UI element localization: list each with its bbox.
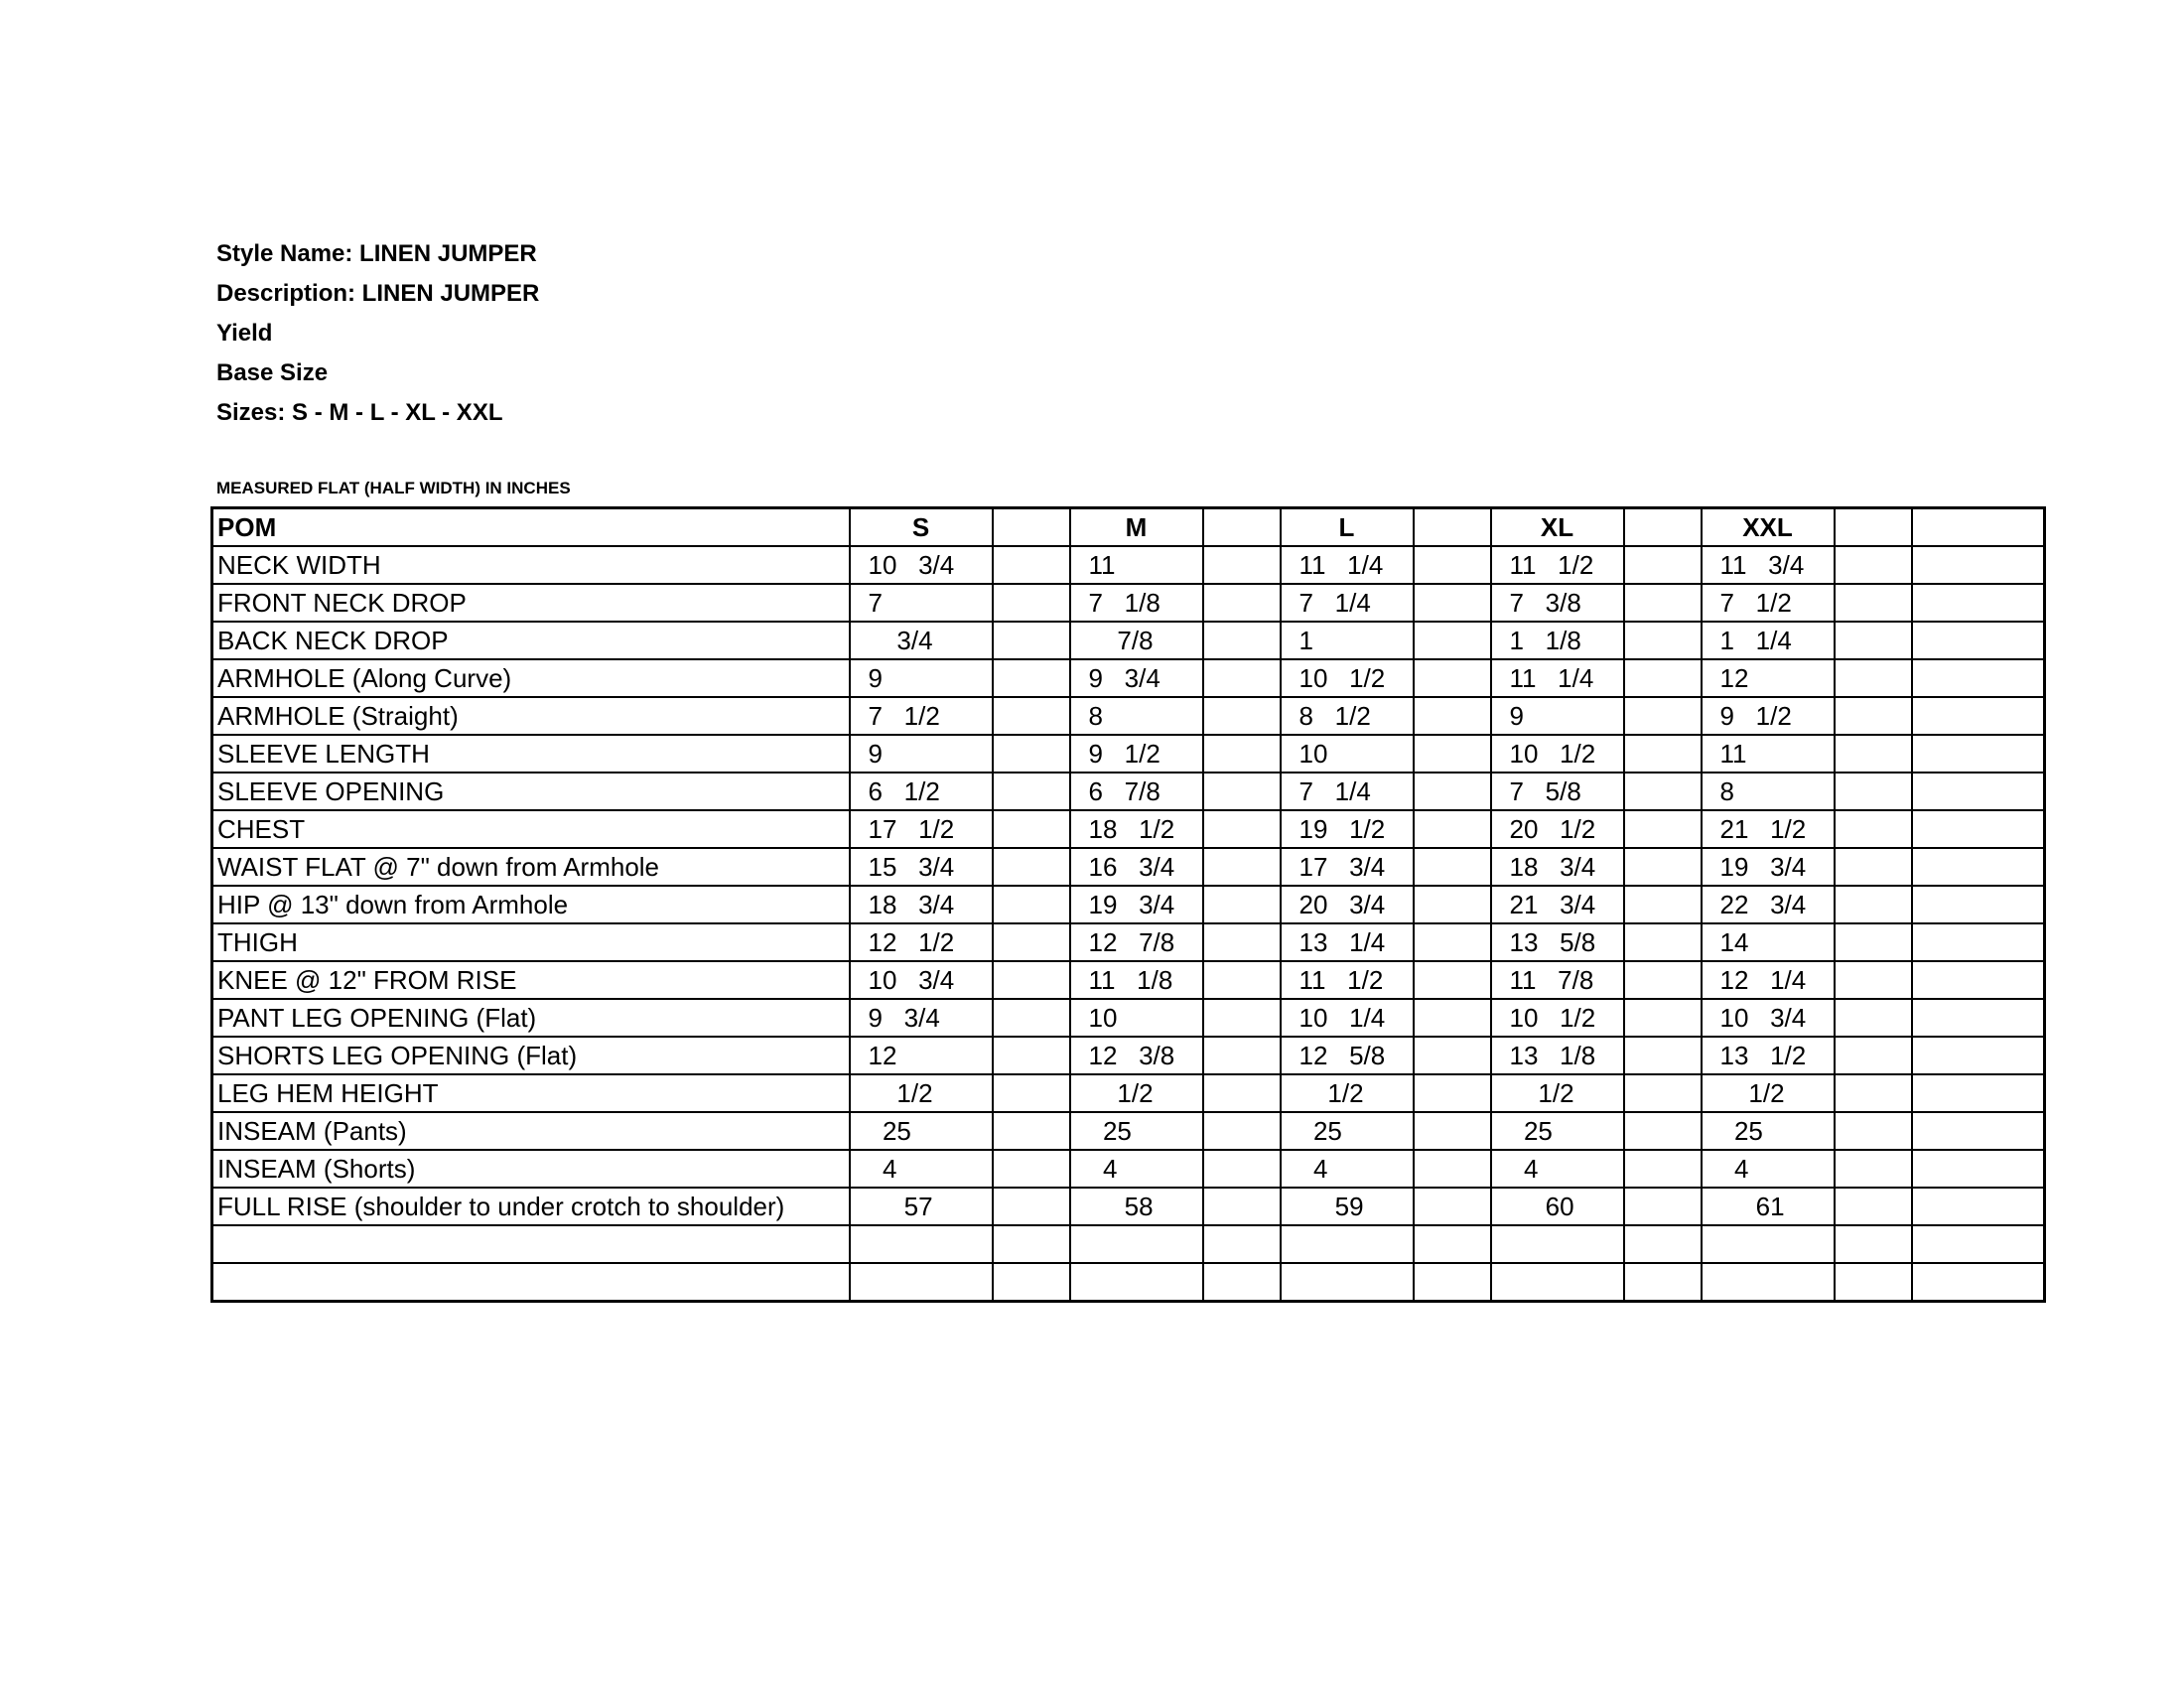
base-size-label: Base Size — [216, 359, 329, 386]
blank-cell — [1414, 999, 1491, 1037]
value-cell: 4 — [850, 1150, 993, 1188]
value-cell — [1702, 1263, 1835, 1302]
description: Description: LINEN JUMPER — [216, 280, 540, 307]
blank-cell — [1835, 923, 1912, 961]
value-cell: 25 — [1702, 1112, 1835, 1150]
blank-cell — [1912, 773, 2045, 810]
blank-cell — [1414, 886, 1491, 923]
value-cell: 7 1/4 — [1281, 584, 1414, 622]
value-cell: 11 1/4 — [1281, 546, 1414, 584]
table-row — [212, 1188, 2045, 1225]
blank-cell — [1835, 1150, 1912, 1188]
value-cell: 18 1/2 — [1070, 810, 1203, 848]
pom-cell — [212, 1225, 850, 1263]
value-cell: 10 1/4 — [1281, 999, 1414, 1037]
value-cell — [1491, 1225, 1624, 1263]
blank-cell — [1835, 773, 1912, 810]
blank-cell — [993, 508, 1070, 547]
value-cell: 11 1/4 — [1491, 659, 1624, 697]
blank-cell — [1203, 1263, 1281, 1302]
style-header — [216, 234, 539, 433]
size-header: XXL — [1702, 508, 1835, 547]
pom-cell: SLEEVE LENGTH — [212, 735, 850, 773]
value-cell: 59 — [1281, 1188, 1414, 1225]
blank-cell — [993, 546, 1070, 584]
blank-cell — [1203, 735, 1281, 773]
value-cell: 8 — [1702, 773, 1835, 810]
blank-cell — [1203, 810, 1281, 848]
value-cell: 16 3/4 — [1070, 848, 1203, 886]
value-cell: 1 1/4 — [1702, 622, 1835, 659]
value-cell: 25 — [1070, 1112, 1203, 1150]
value-cell: 25 — [1281, 1112, 1414, 1150]
blank-cell — [1624, 584, 1702, 622]
blank-cell — [1203, 508, 1281, 547]
blank-cell — [1624, 622, 1702, 659]
blank-cell — [993, 1225, 1070, 1263]
blank-cell — [993, 773, 1070, 810]
value-cell: 13 5/8 — [1491, 923, 1624, 961]
value-cell: 7 3/8 — [1491, 584, 1624, 622]
value-cell: 6 7/8 — [1070, 773, 1203, 810]
table-row — [212, 886, 2045, 923]
pom-cell: THIGH — [212, 923, 850, 961]
value-cell: 11 1/8 — [1070, 961, 1203, 999]
blank-cell — [1835, 584, 1912, 622]
value-cell: 61 — [1702, 1188, 1835, 1225]
blank-cell — [1912, 622, 2045, 659]
blank-cell — [1624, 923, 1702, 961]
blank-cell — [993, 1074, 1070, 1112]
value-cell — [1281, 1263, 1414, 1302]
blank-cell — [993, 1263, 1070, 1302]
blank-cell — [1912, 961, 2045, 999]
blank-cell — [993, 622, 1070, 659]
blank-cell — [1414, 810, 1491, 848]
blank-cell — [993, 999, 1070, 1037]
value-cell: 7 1/4 — [1281, 773, 1414, 810]
blank-cell — [1203, 1112, 1281, 1150]
value-cell: 1/2 — [1070, 1074, 1203, 1112]
value-cell: 12 1/2 — [850, 923, 993, 961]
value-cell: 12 — [850, 1037, 993, 1074]
blank-cell — [1414, 584, 1491, 622]
value-cell: 25 — [850, 1112, 993, 1150]
value-cell: 7 1/8 — [1070, 584, 1203, 622]
value-cell — [1070, 1263, 1203, 1302]
blank-cell — [1912, 923, 2045, 961]
blank-cell — [1835, 622, 1912, 659]
blank-cell — [1835, 1037, 1912, 1074]
value-cell: 7 — [850, 584, 993, 622]
pom-cell: ARMHOLE (Along Curve) — [212, 659, 850, 697]
blank-cell — [993, 1188, 1070, 1225]
size-header: XL — [1491, 508, 1624, 547]
value-cell: 13 1/2 — [1702, 1037, 1835, 1074]
blank-cell — [1414, 1263, 1491, 1302]
value-cell: 10 3/4 — [850, 961, 993, 999]
blank-cell — [1912, 735, 2045, 773]
value-cell: 7/8 — [1070, 622, 1203, 659]
table-row — [212, 1150, 2045, 1188]
value-cell — [1070, 1225, 1203, 1263]
value-cell: 6 1/2 — [850, 773, 993, 810]
blank-cell — [1203, 1150, 1281, 1188]
value-cell: 12 7/8 — [1070, 923, 1203, 961]
blank-cell — [1912, 1225, 2045, 1263]
yield-label: Yield — [216, 320, 273, 347]
blank-cell — [1203, 584, 1281, 622]
pom-cell: BACK NECK DROP — [212, 622, 850, 659]
value-cell: 7 5/8 — [1491, 773, 1624, 810]
value-cell: 1/2 — [1281, 1074, 1414, 1112]
blank-cell — [1912, 1037, 2045, 1074]
pom-cell: FULL RISE (shoulder to under crotch to shoulder) — [212, 1188, 850, 1225]
blank-cell — [1414, 622, 1491, 659]
value-cell: 12 3/8 — [1070, 1037, 1203, 1074]
blank-cell — [993, 1037, 1070, 1074]
value-cell: 25 — [1491, 1112, 1624, 1150]
value-cell: 4 — [1070, 1150, 1203, 1188]
value-cell: 10 1/2 — [1491, 735, 1624, 773]
blank-cell — [1624, 1074, 1702, 1112]
value-cell: 15 3/4 — [850, 848, 993, 886]
value-cell: 14 — [1702, 923, 1835, 961]
blank-cell — [1912, 886, 2045, 923]
pom-cell: KNEE @ 12" FROM RISE — [212, 961, 850, 999]
table-row — [212, 584, 2045, 622]
blank-cell — [993, 923, 1070, 961]
value-cell: 9 3/4 — [1070, 659, 1203, 697]
blank-cell — [1835, 546, 1912, 584]
blank-cell — [1414, 1112, 1491, 1150]
table-row — [212, 622, 2045, 659]
value-cell: 58 — [1070, 1188, 1203, 1225]
value-cell: 4 — [1281, 1150, 1414, 1188]
value-cell: 11 1/2 — [1281, 961, 1414, 999]
table-row — [212, 848, 2045, 886]
pom-cell: INSEAM (Shorts) — [212, 1150, 850, 1188]
blank-cell — [1835, 1074, 1912, 1112]
value-cell: 21 3/4 — [1491, 886, 1624, 923]
blank-cell — [1912, 697, 2045, 735]
table-row — [212, 923, 2045, 961]
pom-cell — [212, 1263, 850, 1302]
table-row — [212, 1112, 2045, 1150]
value-cell: 20 3/4 — [1281, 886, 1414, 923]
blank-cell — [1203, 773, 1281, 810]
blank-cell — [1414, 1225, 1491, 1263]
measurement-table — [210, 506, 2046, 1303]
table-row — [212, 1263, 2045, 1302]
blank-cell — [1203, 923, 1281, 961]
value-cell: 19 3/4 — [1702, 848, 1835, 886]
sizes-list: Sizes: S - M - L - XL - XXL — [216, 399, 503, 426]
blank-cell — [993, 1150, 1070, 1188]
value-cell: 1 1/8 — [1491, 622, 1624, 659]
style-name: Style Name: LINEN JUMPER — [216, 240, 537, 267]
blank-cell — [993, 1112, 1070, 1150]
value-cell: 22 3/4 — [1702, 886, 1835, 923]
value-cell: 18 3/4 — [850, 886, 993, 923]
blank-cell — [1203, 697, 1281, 735]
blank-cell — [1414, 1188, 1491, 1225]
pom-cell: PANT LEG OPENING (Flat) — [212, 999, 850, 1037]
pom-header: POM — [212, 508, 850, 547]
blank-cell — [993, 659, 1070, 697]
table-row — [212, 735, 2045, 773]
blank-cell — [1624, 773, 1702, 810]
blank-cell — [1414, 773, 1491, 810]
value-cell: 12 1/4 — [1702, 961, 1835, 999]
table-row — [212, 961, 2045, 999]
blank-cell — [1835, 1188, 1912, 1225]
blank-cell — [993, 848, 1070, 886]
value-cell: 21 1/2 — [1702, 810, 1835, 848]
value-cell: 19 3/4 — [1070, 886, 1203, 923]
blank-cell — [1203, 886, 1281, 923]
blank-cell — [1835, 1225, 1912, 1263]
blank-cell — [993, 810, 1070, 848]
blank-cell — [1912, 810, 2045, 848]
value-cell — [1702, 1225, 1835, 1263]
blank-cell — [1624, 659, 1702, 697]
value-cell: 8 — [1070, 697, 1203, 735]
value-cell: 7 1/2 — [850, 697, 993, 735]
pom-cell: CHEST — [212, 810, 850, 848]
value-cell: 1/2 — [850, 1074, 993, 1112]
header-row — [212, 508, 2045, 547]
table-row — [212, 1037, 2045, 1074]
value-cell: 20 1/2 — [1491, 810, 1624, 848]
blank-cell — [1912, 999, 2045, 1037]
value-cell: 10 — [1070, 999, 1203, 1037]
blank-cell — [1835, 848, 1912, 886]
blank-cell — [1835, 659, 1912, 697]
value-cell: 10 — [1281, 735, 1414, 773]
blank-cell — [1912, 659, 2045, 697]
blank-cell — [1835, 735, 1912, 773]
value-cell: 9 — [850, 659, 993, 697]
blank-cell — [1203, 622, 1281, 659]
blank-cell — [1624, 546, 1702, 584]
blank-cell — [993, 697, 1070, 735]
blank-cell — [1414, 546, 1491, 584]
value-cell: 11 7/8 — [1491, 961, 1624, 999]
blank-cell — [1912, 1263, 2045, 1302]
value-cell: 57 — [850, 1188, 993, 1225]
table-row — [212, 1225, 2045, 1263]
value-cell — [850, 1263, 993, 1302]
blank-cell — [1203, 999, 1281, 1037]
blank-cell — [1414, 1150, 1491, 1188]
size-header: S — [850, 508, 993, 547]
blank-cell — [1912, 1074, 2045, 1112]
value-cell: 1/2 — [1702, 1074, 1835, 1112]
value-cell: 8 1/2 — [1281, 697, 1414, 735]
pom-cell: HIP @ 13" down from Armhole — [212, 886, 850, 923]
blank-cell — [1912, 584, 2045, 622]
blank-cell — [1203, 1037, 1281, 1074]
value-cell: 4 — [1491, 1150, 1624, 1188]
pom-cell: INSEAM (Pants) — [212, 1112, 850, 1150]
blank-cell — [1203, 848, 1281, 886]
table-row — [212, 810, 2045, 848]
blank-cell — [1624, 810, 1702, 848]
blank-cell — [1912, 546, 2045, 584]
value-cell: 3/4 — [850, 622, 993, 659]
value-cell: 17 3/4 — [1281, 848, 1414, 886]
blank-cell — [1414, 697, 1491, 735]
value-cell: 13 1/4 — [1281, 923, 1414, 961]
blank-cell — [1835, 961, 1912, 999]
value-cell: 60 — [1491, 1188, 1624, 1225]
blank-cell — [1912, 508, 2045, 547]
blank-cell — [1203, 1188, 1281, 1225]
value-cell: 9 3/4 — [850, 999, 993, 1037]
blank-cell — [1203, 546, 1281, 584]
blank-cell — [1624, 886, 1702, 923]
blank-cell — [1203, 1225, 1281, 1263]
value-cell: 13 1/8 — [1491, 1037, 1624, 1074]
blank-cell — [1624, 1112, 1702, 1150]
value-cell — [1491, 1263, 1624, 1302]
pom-cell: FRONT NECK DROP — [212, 584, 850, 622]
size-header: L — [1281, 508, 1414, 547]
blank-cell — [993, 961, 1070, 999]
value-cell: 7 1/2 — [1702, 584, 1835, 622]
blank-cell — [1624, 1263, 1702, 1302]
blank-cell — [1835, 810, 1912, 848]
value-cell: 9 — [1491, 697, 1624, 735]
value-cell: 1 — [1281, 622, 1414, 659]
blank-cell — [1414, 659, 1491, 697]
blank-cell — [1912, 848, 2045, 886]
pom-cell: SLEEVE OPENING — [212, 773, 850, 810]
blank-cell — [1414, 1037, 1491, 1074]
blank-cell — [1624, 508, 1702, 547]
value-cell: 10 3/4 — [850, 546, 993, 584]
blank-cell — [1414, 735, 1491, 773]
value-cell: 9 1/2 — [1070, 735, 1203, 773]
table-row — [212, 773, 2045, 810]
value-cell — [1281, 1225, 1414, 1263]
blank-cell — [1835, 886, 1912, 923]
blank-cell — [1912, 1150, 2045, 1188]
blank-cell — [993, 584, 1070, 622]
blank-cell — [1624, 1225, 1702, 1263]
blank-cell — [1912, 1188, 2045, 1225]
blank-cell — [1624, 999, 1702, 1037]
blank-cell — [1624, 1150, 1702, 1188]
blank-cell — [1203, 659, 1281, 697]
table-row — [212, 546, 2045, 584]
table-row — [212, 659, 2045, 697]
blank-cell — [1624, 735, 1702, 773]
blank-cell — [1624, 1188, 1702, 1225]
blank-cell — [1912, 1112, 2045, 1150]
blank-cell — [993, 735, 1070, 773]
pom-cell: LEG HEM HEIGHT — [212, 1074, 850, 1112]
blank-cell — [1624, 961, 1702, 999]
blank-cell — [1835, 999, 1912, 1037]
value-cell: 10 1/2 — [1491, 999, 1624, 1037]
blank-cell — [1203, 1074, 1281, 1112]
value-cell: 11 — [1070, 546, 1203, 584]
blank-cell — [1835, 1263, 1912, 1302]
value-cell: 10 1/2 — [1281, 659, 1414, 697]
pom-cell: NECK WIDTH — [212, 546, 850, 584]
value-cell: 12 5/8 — [1281, 1037, 1414, 1074]
table-title: MEASURED FLAT (HALF WIDTH) IN INCHES — [216, 479, 571, 497]
size-header: M — [1070, 508, 1203, 547]
pom-cell: ARMHOLE (Straight) — [212, 697, 850, 735]
value-cell: 9 — [850, 735, 993, 773]
table-row — [212, 1074, 2045, 1112]
table-row — [212, 999, 2045, 1037]
value-cell — [850, 1225, 993, 1263]
value-cell: 17 1/2 — [850, 810, 993, 848]
value-cell: 12 — [1702, 659, 1835, 697]
table-row — [212, 697, 2045, 735]
value-cell: 11 1/2 — [1491, 546, 1624, 584]
value-cell: 19 1/2 — [1281, 810, 1414, 848]
blank-cell — [993, 886, 1070, 923]
blank-cell — [1835, 1112, 1912, 1150]
value-cell: 4 — [1702, 1150, 1835, 1188]
value-cell: 9 1/2 — [1702, 697, 1835, 735]
blank-cell — [1835, 508, 1912, 547]
blank-cell — [1624, 1037, 1702, 1074]
blank-cell — [1414, 1074, 1491, 1112]
blank-cell — [1835, 697, 1912, 735]
value-cell: 18 3/4 — [1491, 848, 1624, 886]
blank-cell — [1414, 508, 1491, 547]
value-cell: 10 3/4 — [1702, 999, 1835, 1037]
blank-cell — [1624, 697, 1702, 735]
value-cell: 11 — [1702, 735, 1835, 773]
blank-cell — [1624, 848, 1702, 886]
blank-cell — [1414, 923, 1491, 961]
value-cell: 11 3/4 — [1702, 546, 1835, 584]
pom-cell: WAIST FLAT @ 7" down from Armhole — [212, 848, 850, 886]
blank-cell — [1414, 848, 1491, 886]
pom-cell: SHORTS LEG OPENING (Flat) — [212, 1037, 850, 1074]
value-cell: 1/2 — [1491, 1074, 1624, 1112]
blank-cell — [1414, 961, 1491, 999]
blank-cell — [1203, 961, 1281, 999]
